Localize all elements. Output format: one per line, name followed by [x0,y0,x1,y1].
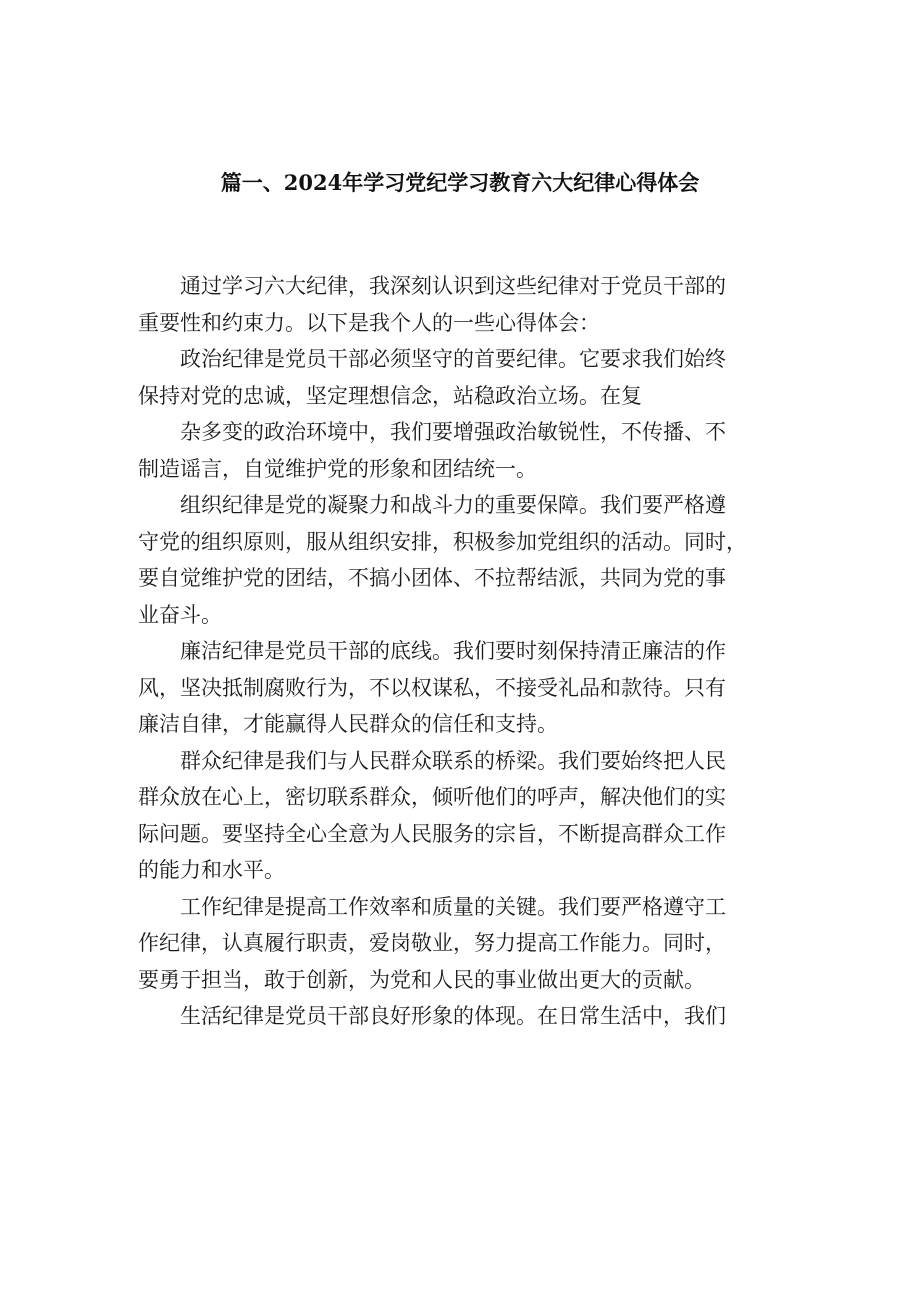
paragraph-line: 要勇于担当，敢于创新，为党和人民的事业做出更大的贡献。 [138,967,705,992]
paragraph-line: 的能力和水平。 [138,858,285,882]
paragraph-line: 业奋斗。 [138,602,222,627]
paragraph-line: 群众纪律是我们与人民群众联系的桥梁。我们要始终把人民 [180,748,726,773]
paragraph-line: 工作纪律是提高工作效率和质量的关键。我们要严格遵守工 [180,894,726,919]
paragraph-line: 组织纪律是党的凝聚力和战斗力的重要保障。我们要严格遵 [180,493,726,517]
paragraph [138,341,798,414]
paragraph-line: 廉洁自律，才能赢得人民群众的信任和支持。 [138,712,558,736]
paragraph-line: 生活纪律是党员干部良好形象的体现。在日常生活中，我们 [180,1004,726,1028]
paragraph [138,414,798,487]
document-body [138,268,798,1035]
paragraph-line: 守党的组织原则，服从组织安排，积极参加党组织的活动。同时， [138,529,747,554]
paragraph-line: 保持对党的忠诚，坚定理想信念，站稳政治立场。在复 [138,383,642,408]
paragraph-line: 政治纪律是党员干部必须坚守的首要纪律。它要求我们始终 [180,347,726,371]
paragraph [138,889,798,999]
paragraph [138,743,798,889]
document-title: 篇一、2024年学习党纪学习教育六大纪律心得体会 [220,170,700,195]
paragraph [138,998,798,1035]
paragraph-line: 制造谣言，自觉维护党的形象和团结统一。 [138,456,537,481]
paragraph [138,487,798,633]
paragraph-line: 杂多变的政治环境中，我们要增强政治敏锐性，不传播、不 [180,420,726,444]
paragraph-line: 风，坚决抵制腐败行为，不以权谋私，不接受礼品和款待。只有 [138,675,726,700]
paragraph-line: 群众放在心上，密切联系群众，倾听他们的呼声，解决他们的实 [138,785,726,809]
paragraph-line: 作纪律，认真履行职责，爱岗敬业，努力提高工作能力。同时， [138,931,726,955]
paragraph-line: 通过学习六大纪律，我深刻认识到这些纪律对于党员干部的 [180,274,726,298]
paragraph-line: 廉洁纪律是党员干部的底线。我们要时刻保持清正廉洁的作 [180,639,726,663]
paragraph [138,633,798,743]
paragraph-line: 重要性和约束力。以下是我个人的一些心得体会： [138,310,600,335]
paragraph [138,268,798,341]
paragraph-line: 际问题。要坚持全心全意为人民服务的宗旨，不断提高群众工作 [138,821,726,846]
paragraph-line: 要自觉维护党的团结，不搞小团体、不拉帮结派，共同为党的事 [138,566,726,590]
